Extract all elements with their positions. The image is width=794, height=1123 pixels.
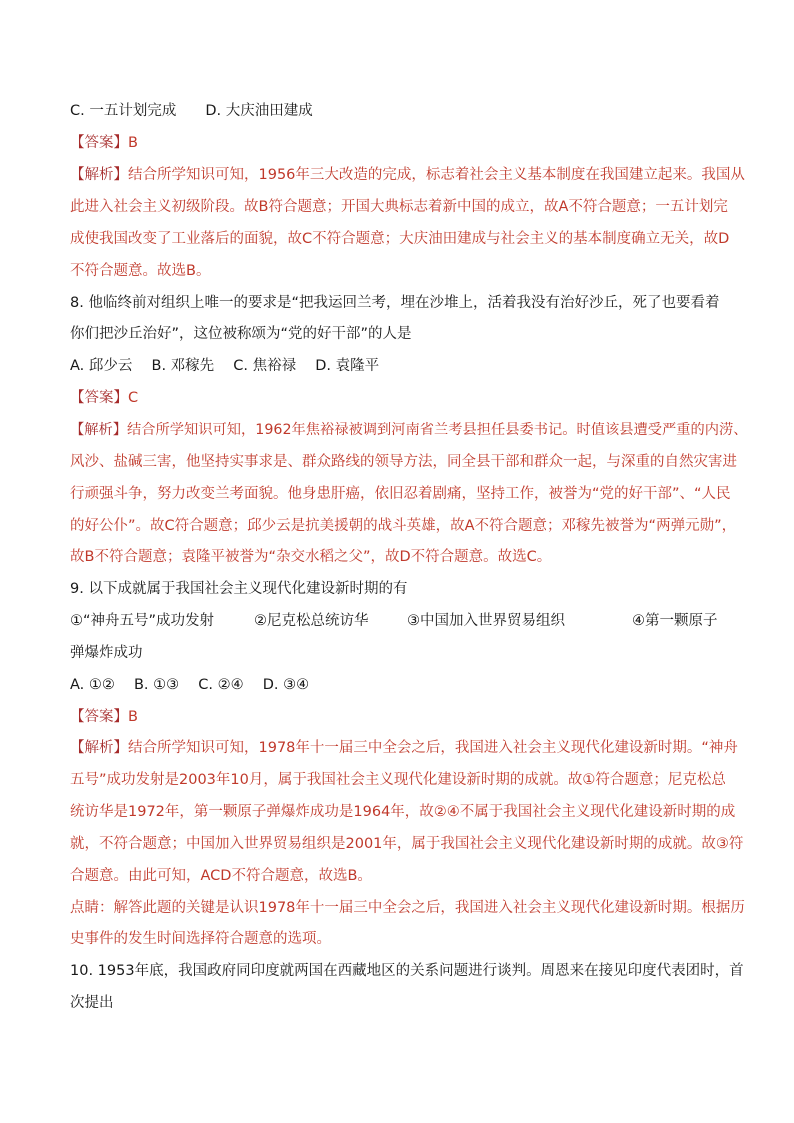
- analysis-text: 结合所学知识可知，1956年三大改造的完成，标志着社会主义基本制度在我国建立起来。我国从: [128, 167, 745, 183]
- q8-stem: 你们把沙丘治好”，这位被称颂为“党的好干部”的人是: [70, 326, 412, 342]
- q8-stem: 8. 他临终前对组织上唯一的要求是“把我运回兰考，埋在沙堆上，活着我没有治好沙丘，死了也要看着: [70, 295, 720, 311]
- q9-item: ①“神舟五号”成功发射: [70, 613, 215, 629]
- q9-item: ②尼克松总统访华: [254, 613, 369, 629]
- q8-analysis-line: 的好公仆”。故C符合题意；邱少云是抗美援朝的战斗英雄，故A不符合题意；邓稼先被誉为“两弹元勋”，: [70, 518, 737, 534]
- answer-tag: 【答案】: [70, 390, 128, 406]
- analysis-text: 结合所学知识可知，1962年焦裕禄被调到河南省兰考县担任县委书记。时值该县遭受严重的内涝、: [127, 422, 748, 438]
- answer-tag: 【答案】: [70, 709, 128, 725]
- answer-value: C: [128, 390, 139, 406]
- q9-analysis-line: 五号”成功发射是2003年10月，属于我国社会主义现代化建设新时期的成就。故①符合题意；尼克松总: [70, 772, 726, 788]
- q9-tip-line: 点睛：解答此题的关键是认识1978年十一届三中全会之后，我国进入社会主义现代化建设新时期。根据历: [70, 900, 745, 916]
- analysis-tag: 【解析】: [70, 740, 128, 756]
- q9-analysis-line: 就，不符合题意；中国加入世界贸易组织是2001年，属于我国社会主义现代化建设新时期的成就。故③符: [70, 836, 744, 852]
- q8-analysis-line: 风沙、盐碱三害，他坚持实事求是、群众路线的领导方法，同全县干部和群众一起，与深重的自然灾害进: [70, 454, 737, 470]
- q7-analysis-line: 成使我国改变了工业落后的面貌，故C不符合题意；大庆油田建成与社会主义的基本制度确立无关，故D: [70, 231, 730, 247]
- q7-options: C. 一五计划完成 D. 大庆油田建成: [70, 103, 313, 119]
- analysis-tag: 【解析】: [70, 422, 128, 438]
- q9-item-cont: 弹爆炸成功: [70, 645, 143, 661]
- q7-analysis-line: 不符合题意。故选B。: [70, 263, 211, 279]
- q10-stem: 次提出: [70, 995, 114, 1011]
- q9-analysis-line: [70, 738, 738, 758]
- q9-tip-line: 史事件的发生时间选择符合题意的选项。: [70, 931, 331, 947]
- analysis-tag: 【解析】: [70, 167, 128, 183]
- analysis-text: 结合所学知识可知，1978年十一届三中全会之后，我国进入社会主义现代化建设新时期。“神舟: [128, 740, 738, 756]
- q9-options: A. ①② B. ①③ C. ②④ D. ③④: [70, 677, 310, 693]
- answer-value: B: [128, 135, 138, 151]
- q9-item: ④第一颗原子: [632, 613, 718, 629]
- q9-stem: 9. 以下成就属于我国社会主义现代化建设新时期的有: [70, 581, 408, 597]
- q9-answer: [70, 707, 138, 727]
- q8-analysis-line: 行顽强斗争，努力改变兰考面貌。他身患肝癌，依旧忍着剧痛，坚持工作，被誉为“党的好干部”、“人民: [70, 486, 731, 502]
- q7-analysis-line: [70, 165, 745, 185]
- answer-value: B: [128, 709, 138, 725]
- q8-analysis-line: 故B不符合题意；袁隆平被誉为“杂交水稻之父”，故D不符合题意。故选C。: [70, 549, 552, 565]
- q7-answer: [70, 133, 138, 153]
- q7-analysis-line: 此进入社会主义初级阶段。故B符合题意；开国大典标志着新中国的成立，故A不符合题意；一五计划完: [70, 199, 728, 215]
- q8-options: A. 邱少云 B. 邓稼先 C. 焦裕禄 D. 袁隆平: [70, 358, 380, 374]
- q8-answer: [70, 388, 138, 408]
- q9-analysis-line: 统访华是1972年，第一颗原子弹爆炸成功是1964年，故②④不属于我国社会主义现代化建设新时期的成: [70, 804, 736, 820]
- answer-tag: 【答案】: [70, 135, 128, 151]
- q10-stem: 10. 1953年底，我国政府同印度就两国在西藏地区的关系问题进行谈判。周恩来在接见印度代表团时，首: [70, 963, 744, 979]
- q8-analysis-line: [70, 420, 748, 440]
- q9-analysis-line: 合题意。由此可知，ACD不符合题意，故选B。: [70, 868, 372, 884]
- q9-item: ③中国加入世界贸易组织: [407, 613, 565, 629]
